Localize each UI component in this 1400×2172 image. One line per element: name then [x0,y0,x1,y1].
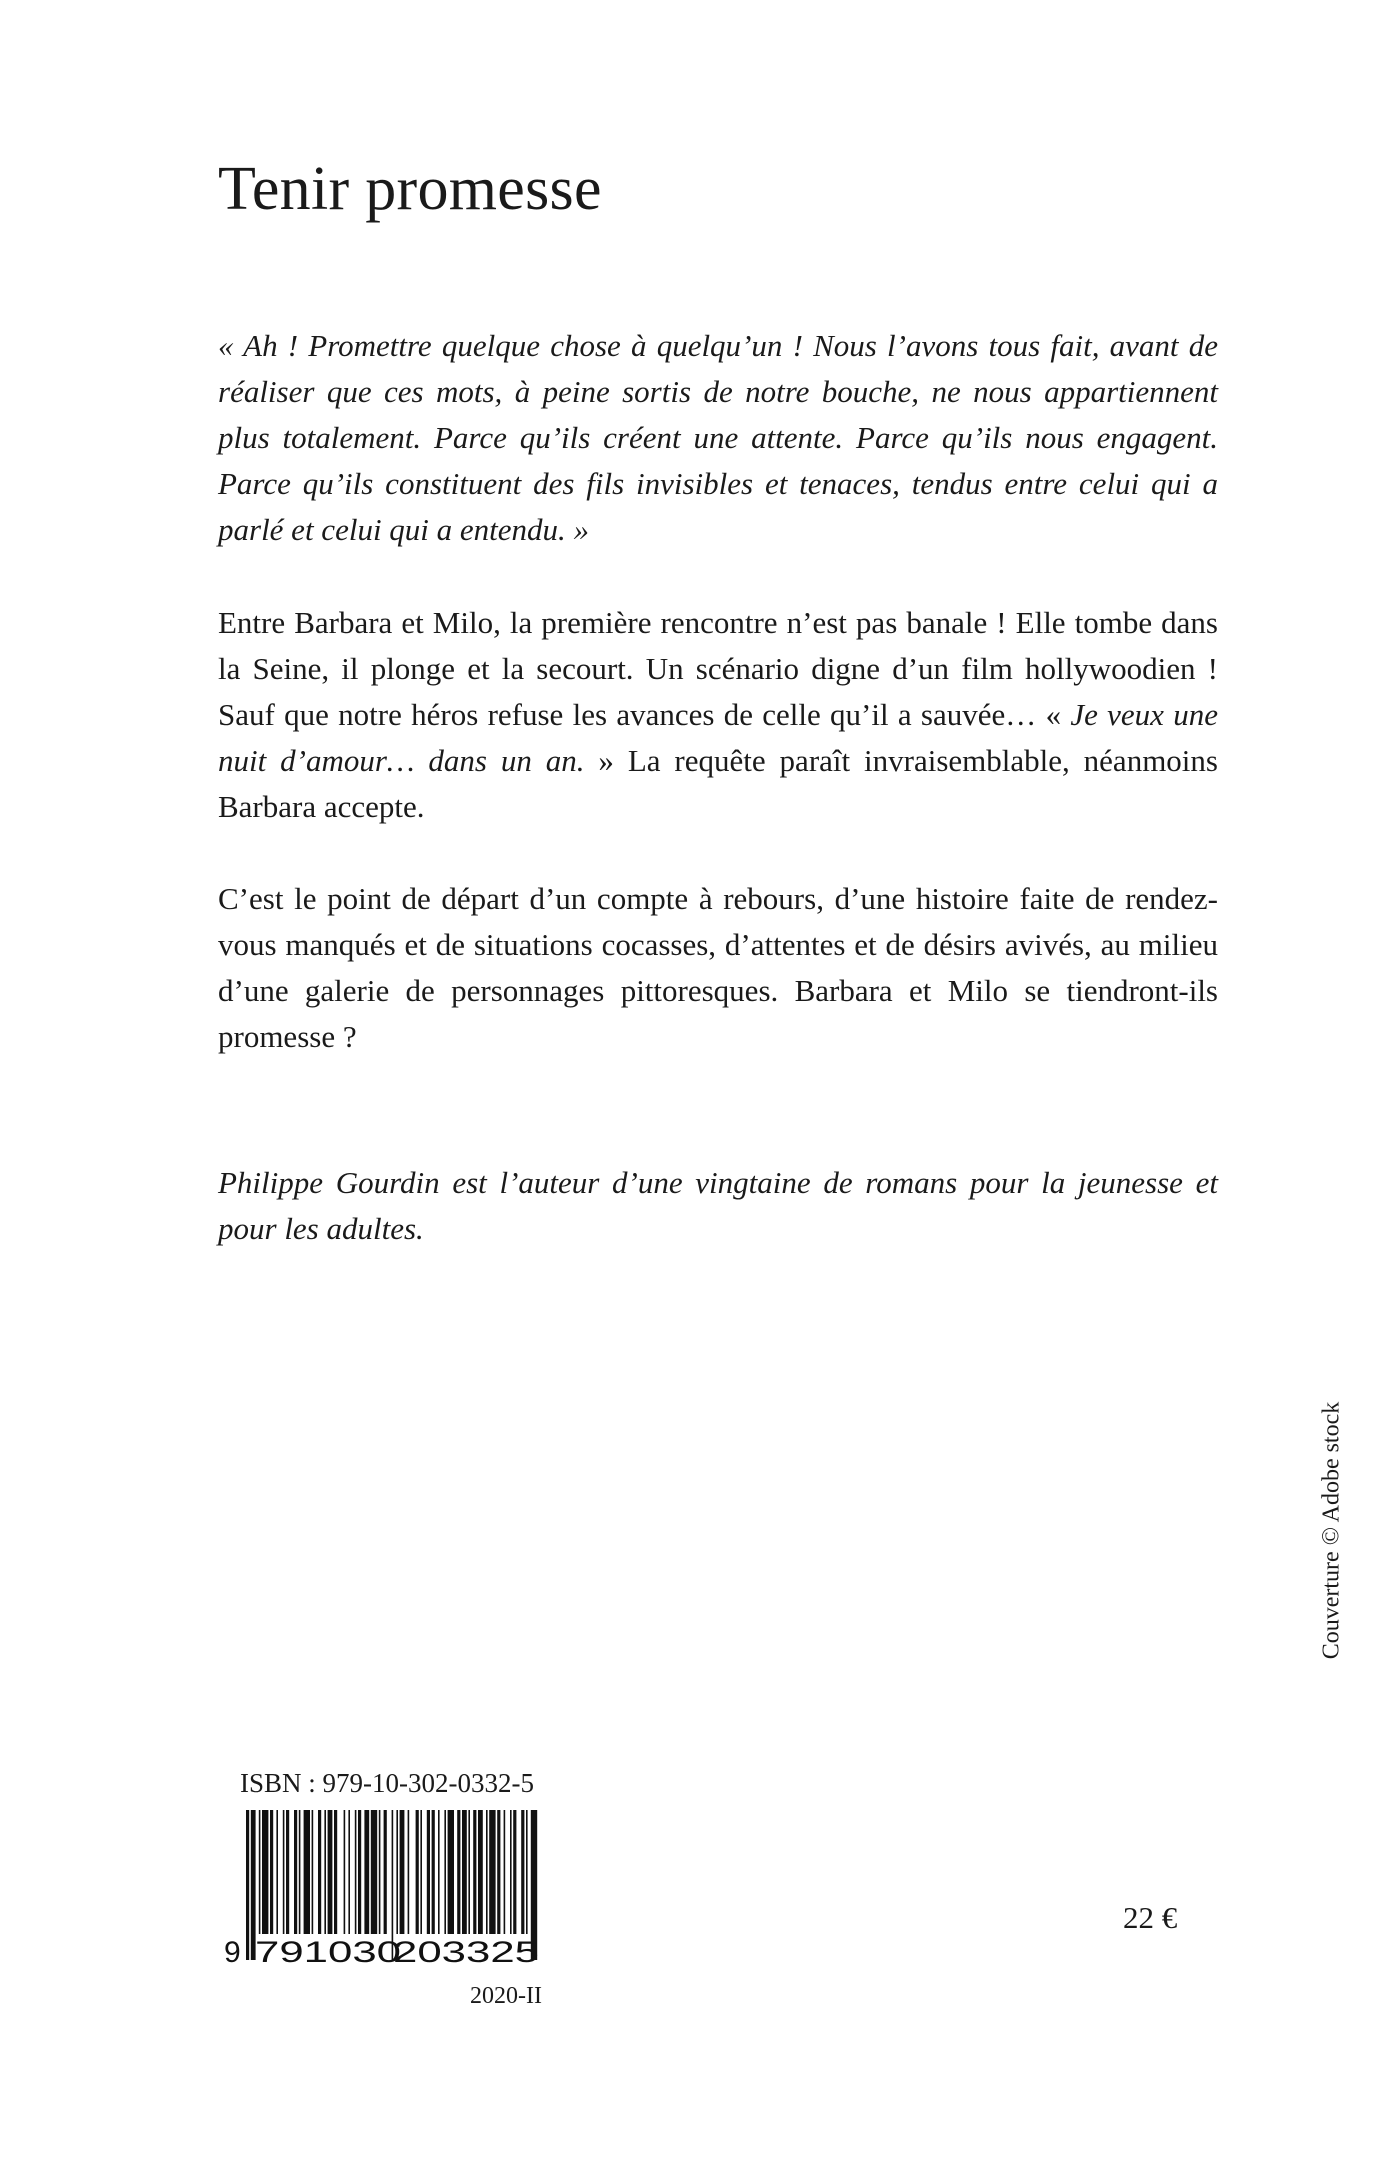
barcode-bar [489,1810,495,1934]
barcode-bar [408,1810,410,1934]
synopsis-paragraph-1 [218,600,1218,830]
isbn-label: ISBN : 979-10-302-0332-5 [240,1768,534,1798]
barcode-bar [510,1810,512,1934]
barcode-bar [259,1810,261,1934]
barcode-bar [478,1810,483,1934]
barcode-bar [444,1810,446,1934]
synopsis-italic-quote: Je veux une nuit d’amour… dans un an. [218,697,1218,778]
barcode-bar [438,1810,440,1934]
barcode-bar [358,1810,361,1934]
edition-code: 2020-II [470,1983,542,2009]
barcode-digit-prefix: 9 [224,1936,241,1969]
barcode-bar [318,1810,321,1934]
barcode-bar [486,1810,488,1934]
barcode-bar [270,1810,273,1934]
synopsis-text-before: Entre Barbara et Milo, la première rencontre n’est pas banale ! Elle tombe dans la Seine, il plonge et la secourt. Un scénario digne d’un film hollywoodien ! Sauf que notre héros refuse les avances de celle qu’il a sauvée… « [218,605,1218,732]
barcode-bar [462,1810,467,1934]
barcode-bar [497,1810,500,1934]
barcode-bar [262,1810,268,1934]
barcode-digits-right: 203325 [393,1936,539,1969]
synopsis-paragraph-2: C’est le point de départ d’un compte à rebours, d’une histoire faite de rendez-vous manqués et de situations cocasses, d’attentes et de désirs avivés, au milieu d’une galerie de personnages pittoresques. Barbara et Milo se tiendront-ils promesse ? [218,881,1218,1054]
barcode-bar [299,1810,301,1934]
barcode-bar [324,1810,326,1934]
barcode-bar [448,1810,454,1934]
barcode-bar [348,1810,350,1934]
barcode-bar [344,1810,346,1934]
barcode-bar [468,1810,470,1934]
barcode-bar [432,1810,435,1934]
barcode-bar [427,1810,430,1934]
barcode-bar [371,1810,377,1934]
synopsis-text-after: » La requête paraît invraisemblable, néanmoins Barbara accepte. [218,743,1218,824]
barcode-bar [328,1810,333,1934]
barcode-bar [334,1810,337,1934]
barcode-bar [457,1810,460,1934]
barcode-bar [384,1810,387,1934]
author-bio: Philippe Gourdin est l’auteur d’une vingtaine de romans pour la jeunesse et pour les adultes. [218,1165,1218,1246]
barcode-bar [276,1810,278,1934]
book-title: Tenir promesse [218,155,602,223]
barcode-bar [355,1810,357,1934]
barcode-bar [473,1810,476,1934]
barcode-digits-left: 791030 [255,1936,401,1969]
barcode-bar [294,1810,297,1934]
barcode-bar [312,1810,314,1934]
price: 22 € [1123,1900,1178,1935]
barcode-bar [504,1810,506,1934]
barcode-bar [283,1810,285,1934]
opening-quote: « Ah ! Promettre quelque chose à quelqu’un ! Nous l’avons tous fait, avant de réaliser que ces mots, à peine sortis de notre bouche, ne nous appartiennent plus totalement. Parce qu’ils créent une attente. Parce qu’ils nous engagent. Parce qu’ils constituent des fils invisibles et tenaces, tendus entre celui qui a parlé et celui qui a entendu. » [218,328,1218,547]
barcode-bar [304,1810,310,1934]
barcode-bar [513,1810,516,1934]
cover-credit [1312,1330,1352,1730]
barcode-bar [521,1810,524,1934]
barcode-bar [400,1810,405,1934]
barcode-bar [379,1810,381,1934]
barcode-bar [416,1810,419,1934]
barcode-bar [364,1810,369,1934]
cover-credit-text: Couverture © Adobe stock [1318,1401,1345,1659]
barcode-bar [396,1810,398,1934]
barcode-bar [246,1810,249,1960]
barcode-bar [420,1810,422,1934]
barcode-bar [526,1810,528,1934]
isbn-barcode [218,1808,548,1970]
barcode-bar [286,1810,289,1934]
